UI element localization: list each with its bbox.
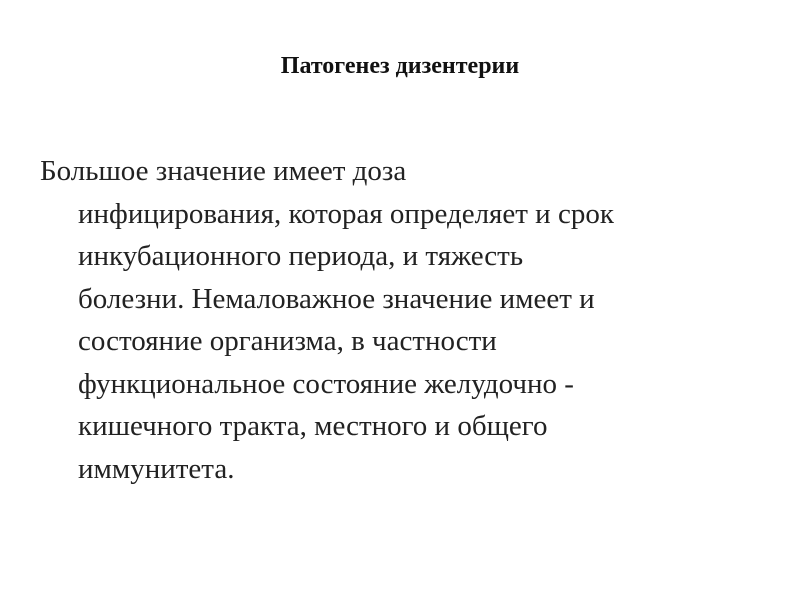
body-line-7: кишечного тракта, местного и общего bbox=[78, 410, 548, 442]
body-line-1: Большое значение имеет доза bbox=[40, 155, 407, 187]
body-line-4: болезни. Немаловажное значение имеет и bbox=[78, 282, 595, 315]
body-line-2: инфицирования, которая определяет и срок bbox=[78, 197, 614, 230]
slide-title: Патогенез дизентерии bbox=[280, 53, 520, 79]
body-line-5: состояние организма, в частности bbox=[78, 325, 497, 357]
slide-body bbox=[40, 150, 740, 490]
body-line-8: иммунитета. bbox=[78, 452, 235, 485]
body-line-6: функциональное состояние желудочно - bbox=[78, 367, 574, 400]
body-line-3: инкубационного периода, и тяжесть bbox=[78, 240, 524, 272]
